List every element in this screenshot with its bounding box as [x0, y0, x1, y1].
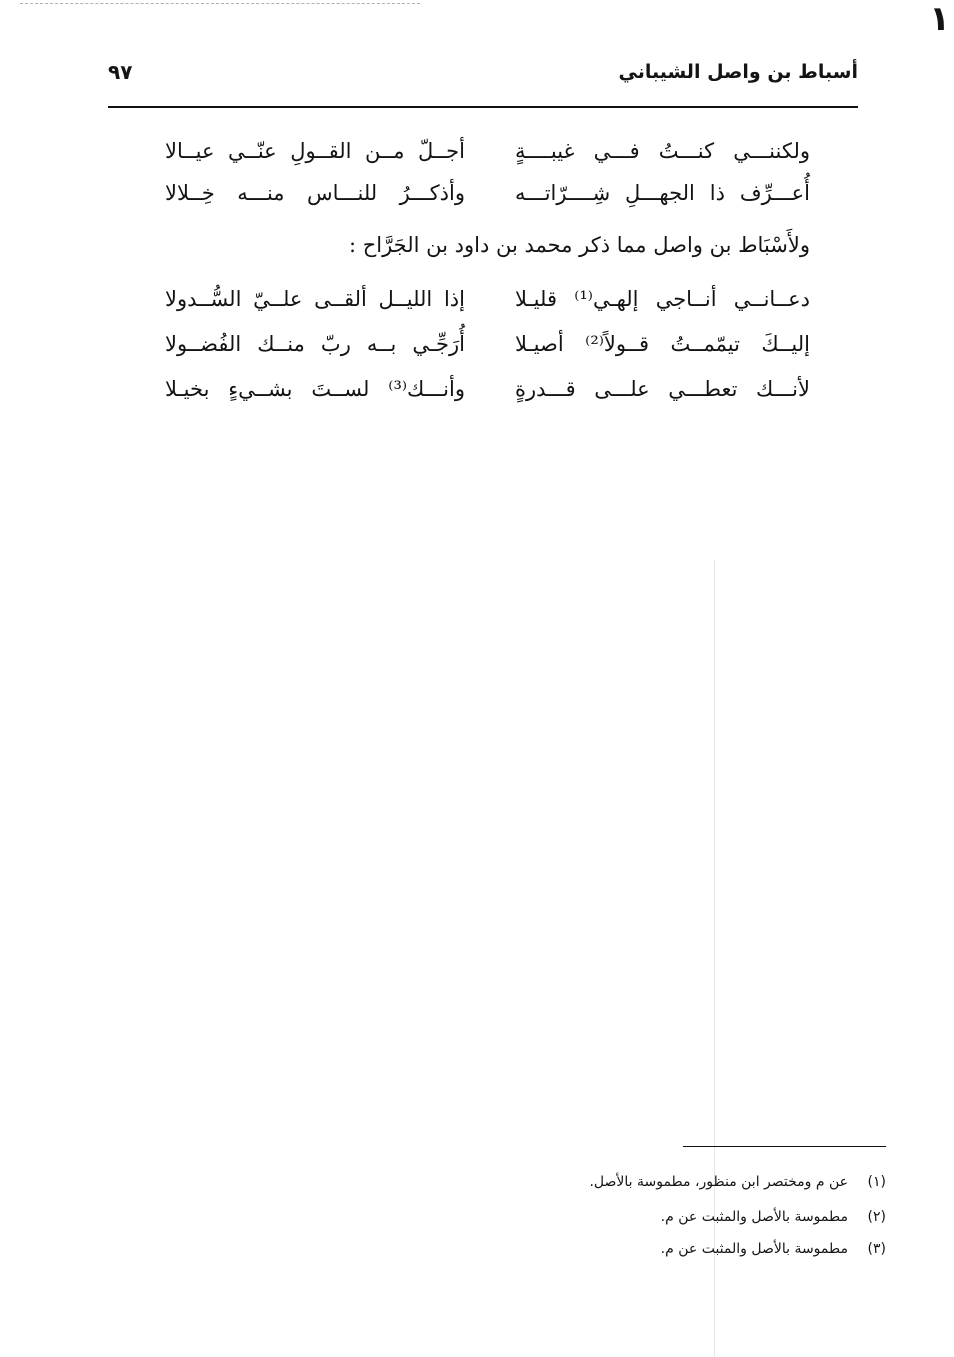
verse-line	[165, 282, 810, 316]
header-rule	[108, 106, 858, 108]
page-number: ٩٧	[108, 60, 133, 84]
running-head	[108, 58, 858, 94]
footnote	[466, 1206, 886, 1228]
verse-first-hemistich: أُعـــرِّف ذا الجهـــلِ شِــــرّاتـــه	[515, 181, 810, 205]
verse-second-hemistich: أجــلّ مــن القــولِ عنّــي عيــالا	[165, 139, 465, 163]
footnote-number: (٣)	[867, 1241, 886, 1257]
running-head-title: أسباط بن واصل الشيباني	[618, 61, 858, 83]
footnote-text: مطموسة بالأصل والمثبت عن م.	[660, 1209, 848, 1225]
verse-first-hemistich: دعــانــي أنــاجي إلهـي⁽¹⁾ قليـلا	[515, 287, 810, 311]
verse-second-hemistich: وأذكـــرُ للنـــاس منـــه خِــلالا	[165, 181, 465, 205]
footnote-number: (٢)	[867, 1209, 886, 1225]
verse-first-hemistich: لأنـــك تعطـــي علـــى قـــدرةٍ	[515, 377, 810, 401]
verse-first-hemistich: إليــكَ تيمّمــتُ قــولاً⁽²⁾ أصيـلا	[515, 332, 810, 356]
footnote-rule	[683, 1146, 886, 1147]
verse-line	[165, 134, 810, 168]
verse-second-hemistich: وأنـــك⁽³⁾ لســتَ بشــيءٍ بخيـلا	[165, 377, 465, 401]
scan-edge-dashes	[20, 3, 420, 4]
verse-line	[165, 327, 810, 361]
verse-second-hemistich: أُرَجِّـي بــه ربّ منــك الفُضــولا	[165, 332, 465, 356]
corner-mark: ١	[929, 0, 950, 39]
prose-paragraph: ولأَسْبَاط بن واصل مما ذكر محمد بن داود بن الجَرَّاح :	[348, 233, 810, 257]
footnote	[466, 1171, 886, 1193]
verse-line	[165, 372, 810, 406]
footnote	[466, 1238, 886, 1260]
footnote-number: (١)	[867, 1174, 886, 1190]
footnote-text: مطموسة بالأصل والمثبت عن م.	[660, 1241, 848, 1257]
footnote-text: عن م ومختصر ابن منظور، مطموسة بالأصل.	[589, 1174, 848, 1190]
verse-line	[165, 176, 810, 210]
verse-second-hemistich: إذا الليــل ألقــى علــيّ السُّــدولا	[165, 287, 465, 311]
verse-first-hemistich: ولكننـــي كنـــتُ فـــي غيبــــةٍ	[515, 139, 810, 163]
